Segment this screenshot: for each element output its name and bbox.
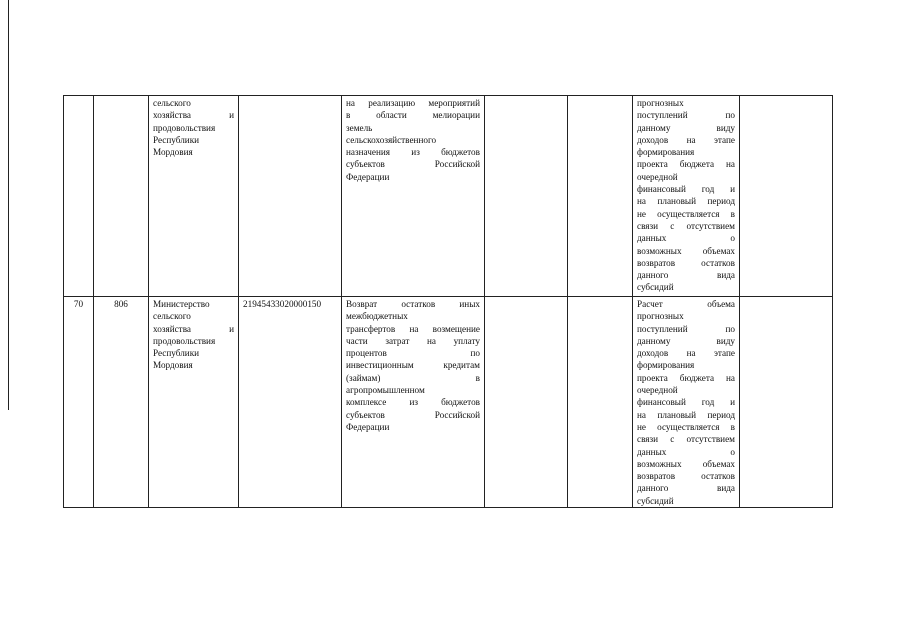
text-line: очередной [637, 171, 678, 182]
text-line: поступлений по [637, 323, 735, 334]
empty-cell [740, 297, 833, 508]
text-line: возвратов остатков [637, 257, 735, 268]
row-number-cell: 70 [64, 297, 94, 508]
admin-code-cell [94, 96, 149, 297]
text-line: межбюджетных [346, 311, 408, 322]
text-line: данного вида [637, 270, 735, 281]
text-line: сельского [153, 311, 191, 322]
empty-cell [485, 297, 568, 508]
kbk-code-cell [239, 96, 342, 297]
text-line: связи с отсутствием [637, 220, 735, 231]
text-line: Мордовия [153, 360, 193, 371]
text-line: земель [346, 122, 373, 133]
row-number-cell [64, 96, 94, 297]
text-line: субсидий [637, 282, 674, 293]
admin-code-cell: 806 [94, 297, 149, 508]
text-line: Мордовия [153, 147, 193, 158]
text-line: (займам) в [346, 372, 480, 383]
text-line: не осуществляется в [637, 421, 735, 432]
text-line: сельского [153, 98, 191, 108]
text-line: данному виду [637, 335, 735, 346]
text-line: хозяйства и [153, 110, 234, 121]
revenue-name-cell [342, 96, 485, 297]
text-line: Федерации [346, 171, 390, 182]
text-line: субсидий [637, 495, 674, 506]
text-line: субъектов Российской [346, 159, 480, 170]
table-row [64, 96, 833, 297]
text-line: трансфертов на возмещение [346, 323, 480, 334]
text-line: Возврат остатков иных [346, 299, 480, 309]
text-line: Федерации [346, 421, 390, 432]
revenue-table [63, 95, 833, 508]
text-line: Министерство [153, 299, 210, 309]
empty-cell [568, 297, 633, 508]
text-line: данному виду [637, 122, 735, 133]
text-line: очередной [637, 385, 678, 396]
text-line: на реализацию мероприятий [346, 98, 480, 108]
page-margin-line [8, 0, 9, 410]
text-line: прогнозных [637, 311, 684, 322]
text-line: формирования [637, 147, 695, 158]
text-line: доходов на этапе [637, 348, 735, 359]
organization-cell [149, 96, 239, 297]
text-line: связи с отсутствием [637, 434, 735, 445]
text-line: комплексе из бюджетов [346, 397, 480, 408]
text-line: проекта бюджета на [637, 372, 735, 383]
text-line: поступлений по [637, 110, 735, 121]
organization-cell [149, 297, 239, 508]
text-line: сельскохозяйственного [346, 134, 437, 145]
kbk-code-cell: 21945433020000150 [239, 297, 342, 508]
text-line: Расчет объема [637, 299, 735, 309]
text-line: финансовый год и [637, 397, 735, 408]
revenue-name-cell [342, 297, 485, 508]
text-line: на плановый период [637, 196, 735, 207]
text-line: на плановый период [637, 409, 735, 420]
text-line: части затрат на уплату [346, 335, 480, 346]
text-line: доходов на этапе [637, 134, 735, 145]
calculation-method-cell [633, 96, 740, 297]
text-line: возвратов остатков [637, 471, 735, 482]
text-line: продовольствия [153, 122, 216, 133]
text-line: данных о [637, 446, 735, 457]
text-line: возможных объемах [637, 458, 735, 469]
text-line: в области мелиорации [346, 110, 480, 121]
empty-cell [485, 96, 568, 297]
text-line: субъектов Российской [346, 409, 480, 420]
text-line: финансовый год и [637, 184, 735, 195]
text-line: Республики [153, 134, 200, 145]
text-line: продовольствия [153, 335, 216, 346]
text-line: назначения из бюджетов [346, 147, 480, 158]
text-line: Республики [153, 348, 200, 359]
text-line: хозяйства и [153, 323, 234, 334]
text-line: процентов по [346, 348, 480, 359]
text-line: не осуществляется в [637, 208, 735, 219]
text-line: данных о [637, 233, 735, 244]
empty-cell [568, 96, 633, 297]
text-line: возможных объемах [637, 245, 735, 256]
text-line: проекта бюджета на [637, 159, 735, 170]
text-line: прогнозных [637, 98, 684, 108]
text-line: агропромышленном [346, 385, 425, 396]
text-line: формирования [637, 360, 695, 371]
text-line: инвестиционным кредитам [346, 360, 480, 371]
empty-cell [740, 96, 833, 297]
text-line: данного вида [637, 483, 735, 494]
calculation-method-cell [633, 297, 740, 508]
table-row [64, 297, 833, 508]
